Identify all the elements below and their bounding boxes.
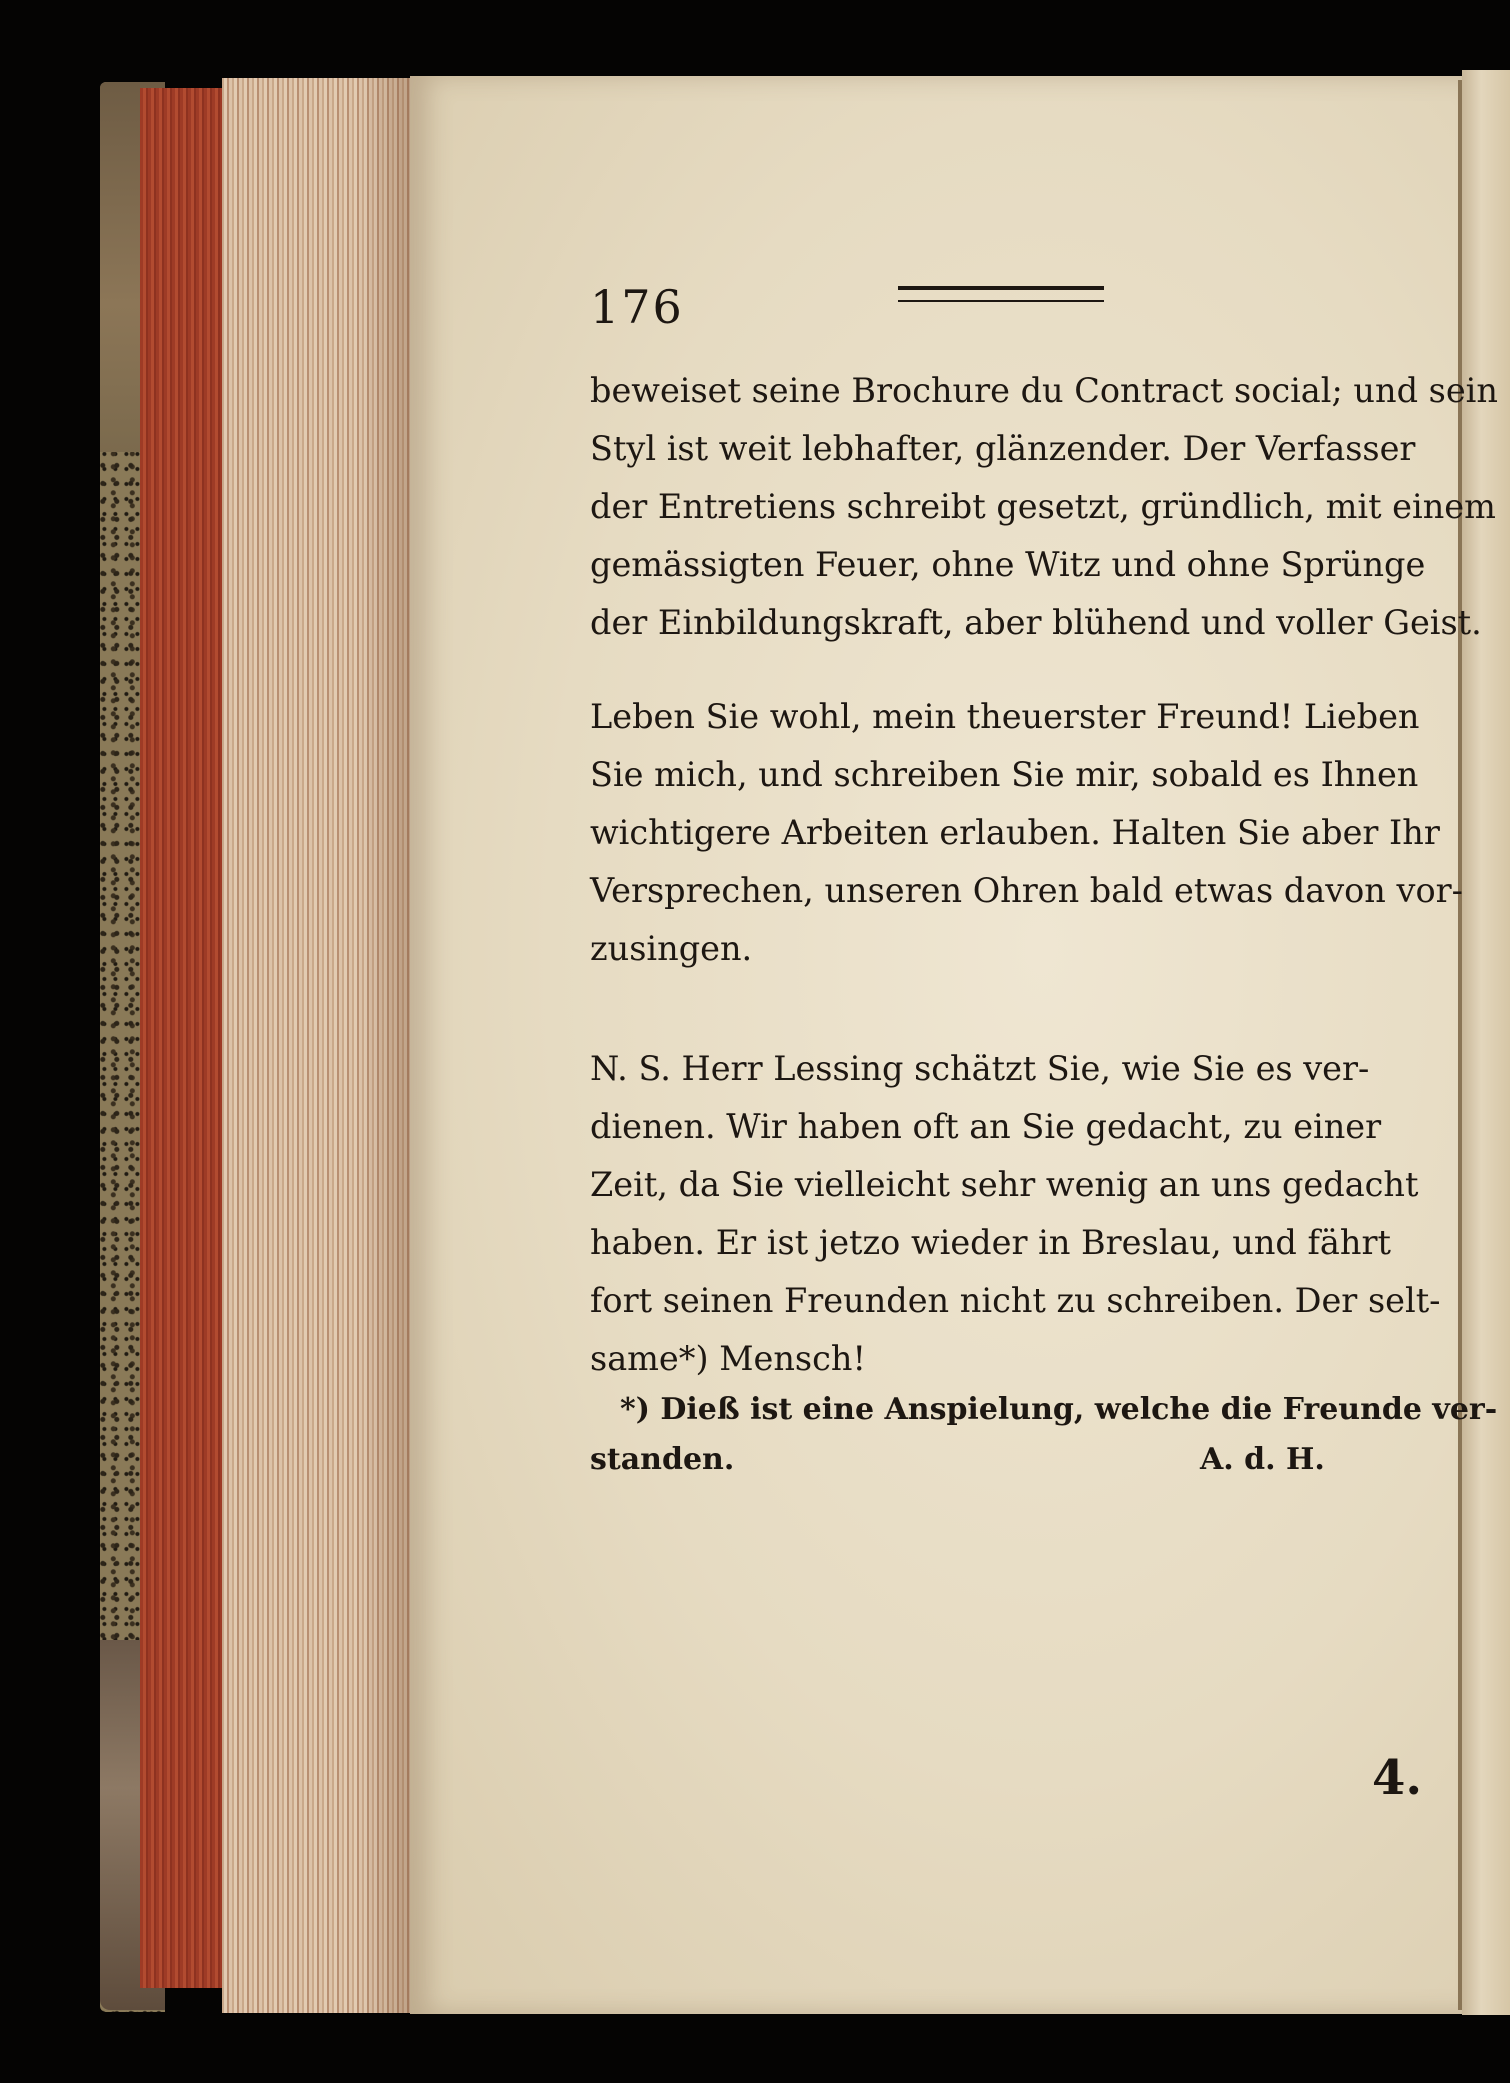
- paragraph-1: [590, 362, 1498, 652]
- text-line: beweiset seine Brochure du Contract social; und sein: [590, 371, 1498, 410]
- footnote-attribution: A. d. H.: [1200, 1442, 1325, 1477]
- text-line: Zeit, da Sie vielleicht sehr wenig an uns gedacht: [590, 1165, 1419, 1204]
- footnote-line: *) Dieß ist eine Anspielung, welche die Freunde ver-: [620, 1392, 1498, 1427]
- paragraph-3: [590, 1040, 1441, 1388]
- text-line: zusingen.: [590, 929, 753, 968]
- text-line: Sie mich, und schreiben Sie mir, sobald es Ihnen: [590, 755, 1419, 794]
- text-line: gemässigten Feuer, ohne Witz und ohne Sprünge: [590, 545, 1426, 584]
- text-line: wichtigere Arbeiten erlauben. Halten Sie aber Ihr: [590, 813, 1440, 852]
- text-line: Versprechen, unseren Ohren bald etwas davon vor-: [590, 871, 1463, 910]
- footnote: [590, 1385, 1498, 1485]
- header-rule: [898, 286, 1104, 302]
- text-line: haben. Er ist jetzo wieder in Breslau, und fährt: [590, 1223, 1391, 1262]
- text-line: der Entretiens schreibt gesetzt, gründlich, mit einem: [590, 487, 1496, 526]
- footnote-line: standen.: [590, 1442, 735, 1477]
- text-line: N. S. Herr Lessing schätzt Sie, wie Sie es ver-: [590, 1049, 1370, 1088]
- page-number: 176: [590, 280, 684, 334]
- paragraph-2: [590, 688, 1463, 978]
- text-line: same*) Mensch!: [590, 1339, 866, 1378]
- text-line: der Einbildungskraft, aber blühend und voller Geist.: [590, 603, 1482, 642]
- text-line: Leben Sie wohl, mein theuerster Freund! Lieben: [590, 697, 1420, 736]
- text-line: fort seinen Freunden nicht zu schreiben. Der selt-: [590, 1281, 1441, 1320]
- signature-mark: 4.: [1372, 1750, 1423, 1806]
- text-line: Styl ist weit lebhafter, glänzender. Der Verfasser: [590, 429, 1416, 468]
- text-line: dienen. Wir haben oft an Sie gedacht, zu einer: [590, 1107, 1382, 1146]
